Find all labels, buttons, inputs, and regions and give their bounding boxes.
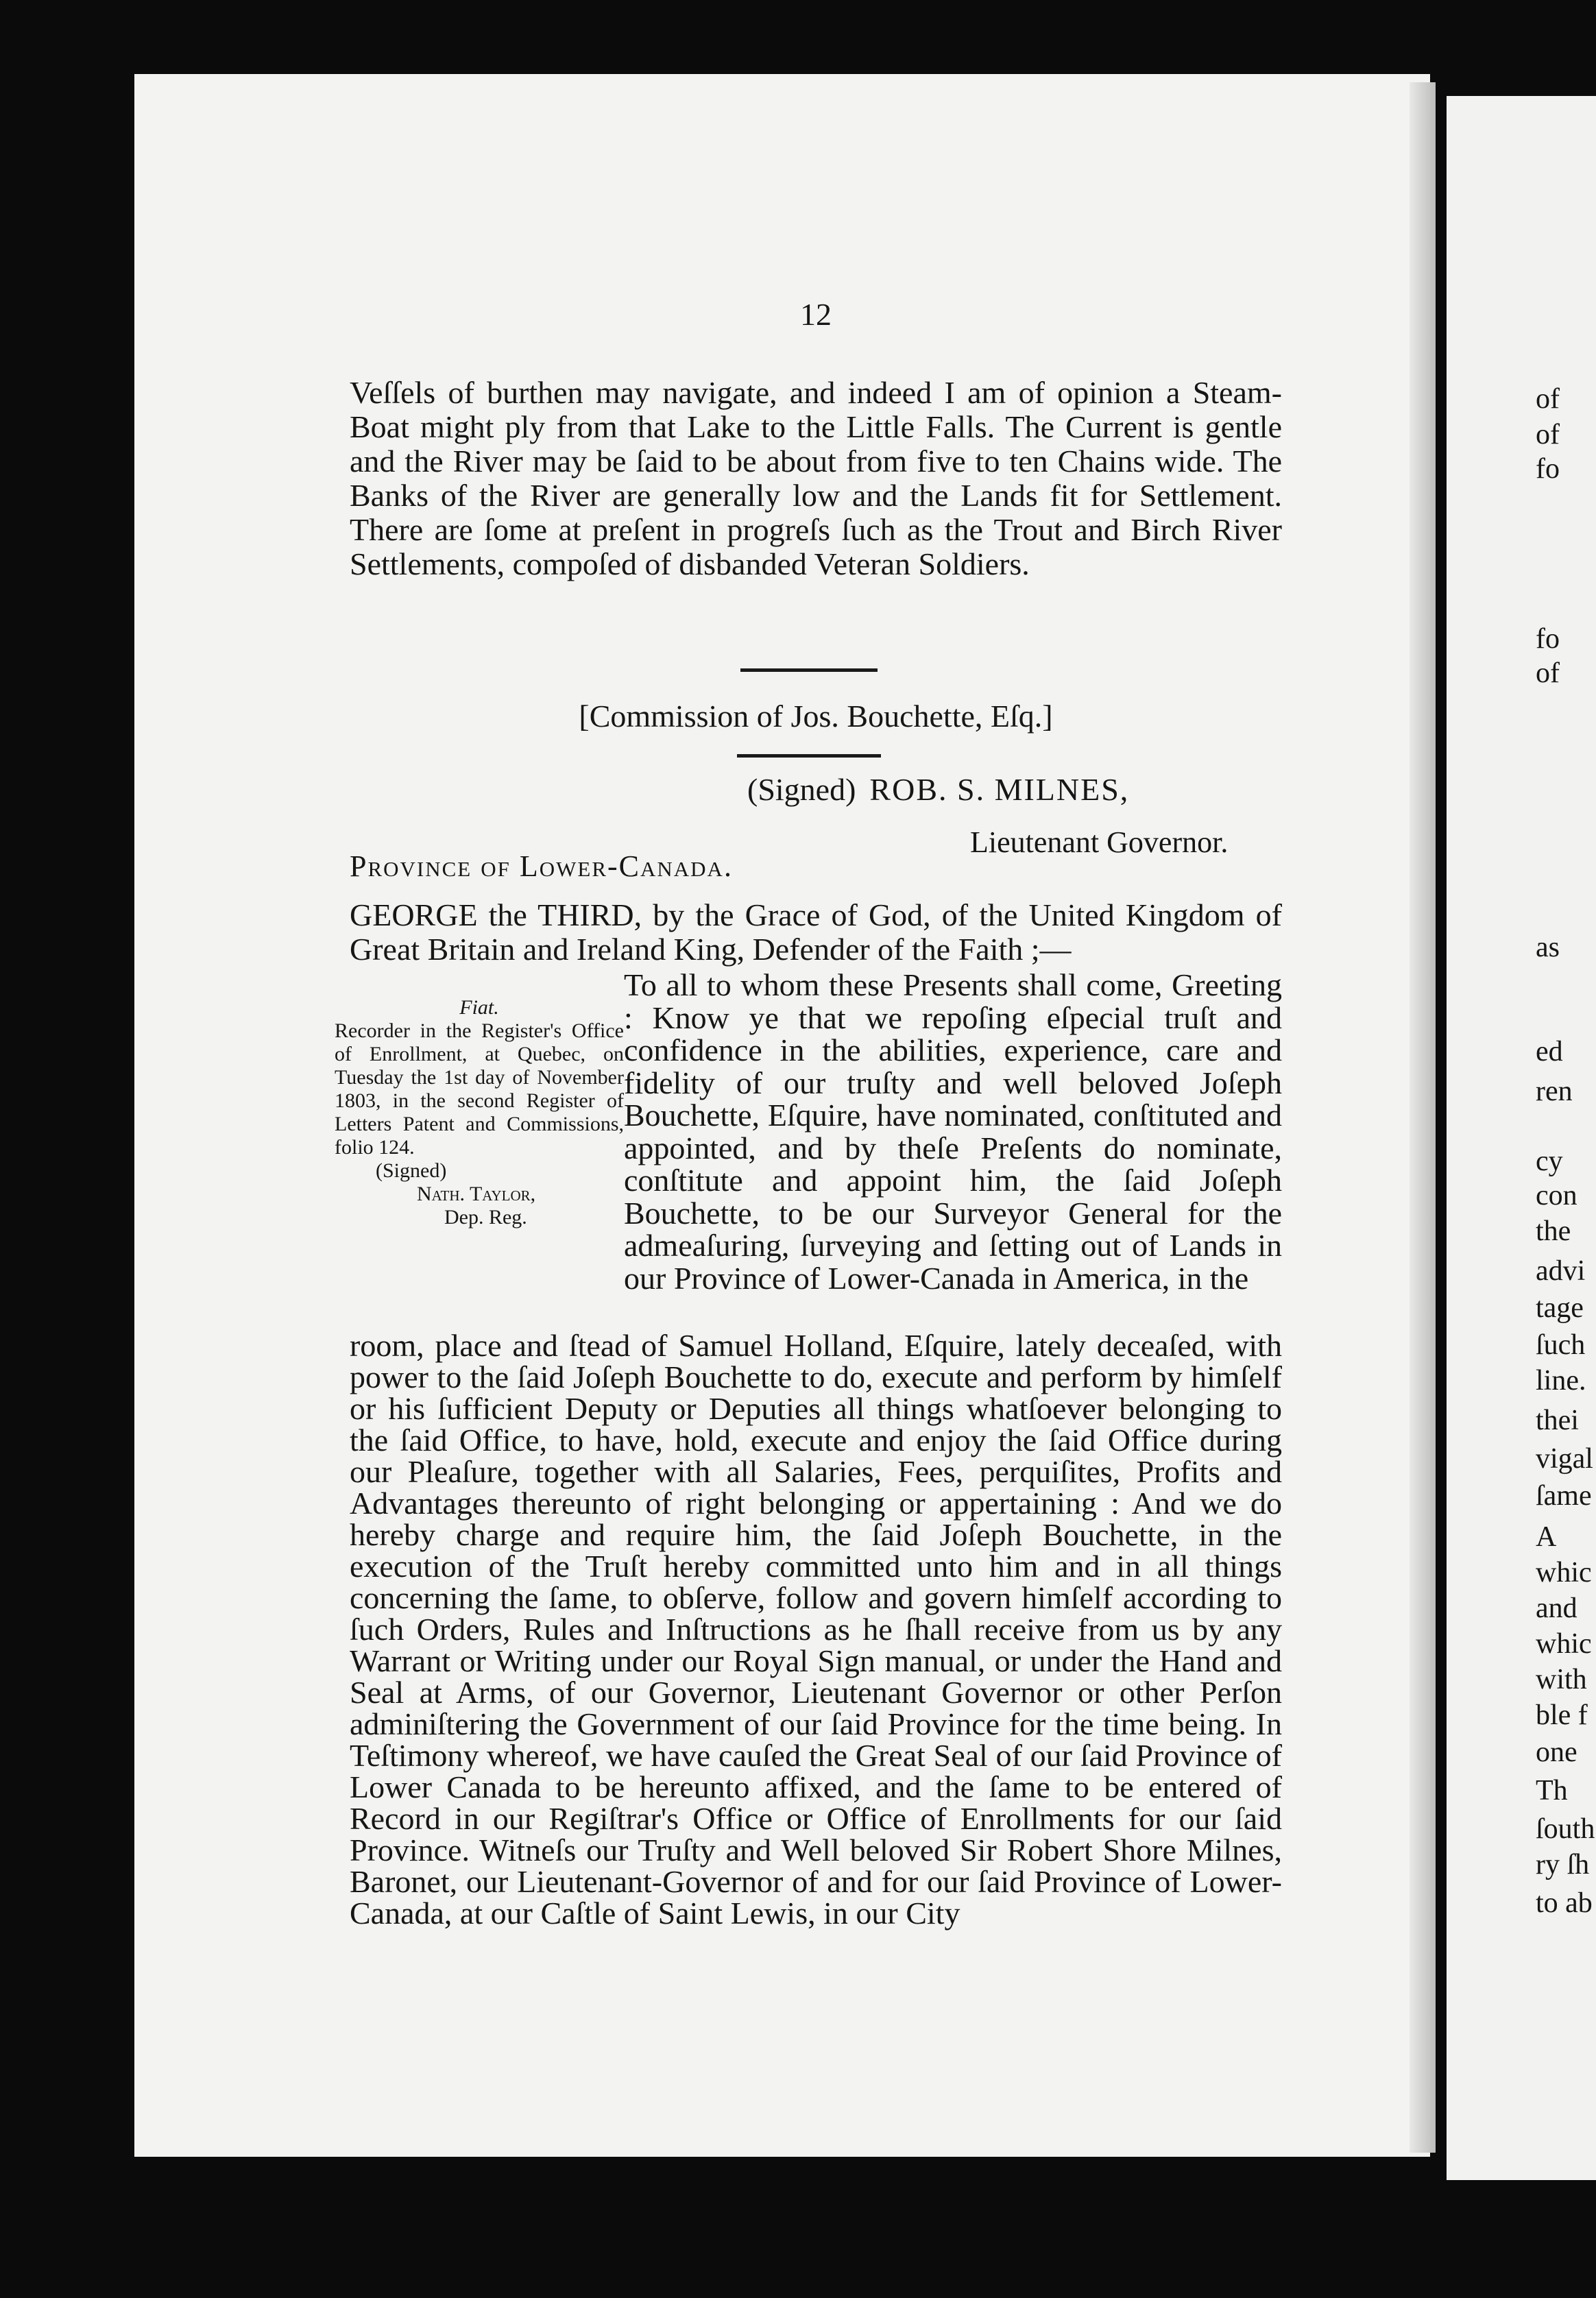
adjacent-page-fragment: ry ſh [1536,1849,1590,1880]
adjacent-page-fragment: of [1536,383,1560,415]
section-divider [740,668,878,672]
adjacent-page-fragment: whic [1536,1628,1592,1660]
margin-note [335,996,624,1229]
page-edge-shadow [1410,82,1436,2153]
adjacent-page-fragment: A [1536,1521,1557,1553]
adjacent-page-fragment: fo [1536,453,1560,485]
commission-opening: GEORGE the THIRD, by the Grace of God, of the United Kingdom of Great Britain and Ireland King, Defender of the Faith ;— [350,897,1282,967]
adjacent-page-fragment: one [1536,1737,1577,1768]
adjacent-page-fragment: ſame [1536,1480,1592,1512]
commission-heading: [Commission of Jos. Bouchette, Eſq.] [579,699,1053,734]
signatory-name: ROB. S. MILNES, [869,772,1130,807]
margin-note-role: Dep. Reg. [444,1206,527,1229]
adjacent-page-fragment: ed [1536,1036,1563,1067]
adjacent-page-fragment: of [1536,657,1560,689]
adjacent-page-fragment: ble f [1536,1700,1588,1731]
adjacent-page-fragment: fo [1536,623,1560,655]
side-column [624,969,1282,1294]
adjacent-page-fragment: Th [1536,1775,1568,1806]
signatory-title: Lieutenant Governor. [970,825,1229,859]
adjacent-page-fragment: ren [1536,1076,1573,1107]
side-column-text: To all to whom these Presents shall come, Greeting : Know ye that we repoſing eſpecial truſt and confidence in the abilities, experience, care and fidelity of our truſty and well beloved Joſeph Bouchette, Eſquire, have nominated, conſtituted and appointed, and by theſe Preſents do nominate, conſtitute and appoint him, the ſaid Joſeph Bouchette, to be our Surveyor General for the admeaſuring, ſurveying and ſetting out of Lands in our Province of Lower-Canada in America, in the [624,967,1282,1296]
opening-paragraph-text: Veſſels of burthen may navigate, and indeed I am of opinion a Steam-Boat might ply from that Lake to the Little Falls. The Current is gentle and the River may be ſaid to be about from five to ten Chains wide. The Banks of the River are generally low and the Lands fit for Settlement. There are ſome at preſent in progreſs ſuch as the Trout and Birch River Settlements, compoſed of disbanded Veteran Soldiers. [350,375,1282,581]
margin-note-text: Recorder in the Register's Office of Enrollment, at Quebec, on Tuesday the 1st day of November 1803, in the second Register of Letters Patent and Commissions, folio 124. [335,1019,624,1159]
commission-body-text: room, place and ſtead of Samuel Holland, Eſquire, lately deceaſed, with power to the ſaid Joſeph Bouchette to do, execute and perform by himſelf or his ſufficient Deputy or Deputies all things whatſoever belonging to the ſaid Office, to have, hold, execute and enjoy the ſaid Office during our Pleaſure, together with all Salaries, Fees, perquiſites, Profits and Advantages thereunto of right belonging or appertaining : And we do hereby charge and require him, the ſaid Joſeph Bouchette, in the execution of the Truſt hereby committed unto him and in all things concerning the ſame, to obſerve, follow and govern himſelf according to ſuch Orders, Rules and Inſtructions as he ſhall receive from us by any Warrant or Writing under our Royal Sign manual, or under the Hand and Seal at Arms, of our Governor, Lieutenant Governor or other Perſon adminiſtering the Government of our ſaid Province for the time being. In Teſtimony whereof, we have cauſed the Great Seal of our ſaid Province of Lower Canada to be hereunto affixed, and the ſame to be entered of Record in our Regiſtrar's Office or Office of Enrollments for our ſaid Province. Witneſs our Truſty and Well beloved Sir Robert Shore Milnes, Baronet, our Lieutenant-Governor of and for our ſaid Province of Lower-Canada, at our Caſtle of Saint Lewis, in our City [350,1328,1282,1931]
adjacent-page-fragment: ſouth [1536,1813,1595,1845]
adjacent-page-fragment: of [1536,419,1560,450]
adjacent-page-fragment: as [1536,932,1560,963]
adjacent-page-fragment: vigal [1536,1443,1593,1475]
adjacent-page-fragment: con [1536,1180,1577,1211]
adjacent-page-fragment: tage [1536,1292,1584,1324]
signed-prefix: (Signed) [747,772,856,807]
margin-note-signed: (Signed) [376,1159,447,1182]
opening-paragraph [350,376,1282,581]
book-gutter [1436,89,1447,2173]
signature-line [747,771,1129,808]
adjacent-page-fragment: with [1536,1664,1587,1695]
page-number: 12 [800,297,832,332]
adjacent-page-fragment: to ab [1536,1887,1593,1919]
margin-note-name: Nath. Taylor, [417,1183,536,1205]
adjacent-page-fragment: advi [1536,1255,1586,1287]
adjacent-page-fragment: ſuch [1536,1329,1586,1361]
adjacent-page-fragment: the [1536,1215,1571,1247]
heading-divider [737,754,881,758]
commission-body [350,1330,1282,1929]
adjacent-page-fragment: and [1536,1593,1577,1624]
margin-note-fiat: Fiat. [459,996,499,1019]
adjacent-page-fragment: cy [1536,1146,1563,1177]
adjacent-page-fragment: line. [1536,1365,1586,1396]
province-heading: Province of Lower-Canada. [350,849,733,883]
adjacent-page-fragment: whic [1536,1557,1592,1588]
adjacent-page-fragment: thei [1536,1405,1579,1436]
